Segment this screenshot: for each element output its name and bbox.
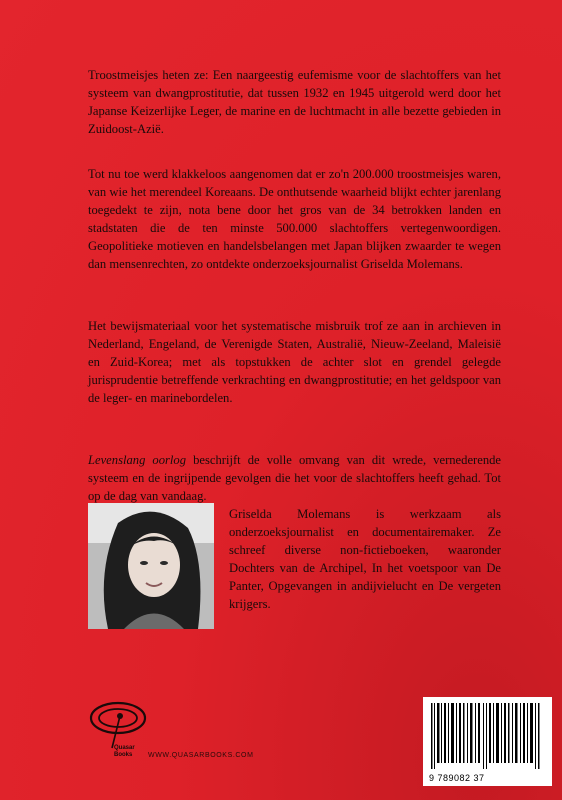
logo-text-line2: Books (114, 752, 133, 758)
author-bio: Griselda Molemans is werkzaam als onderzoeksjournalist en documentairemaker. Ze schreef diverse non-fictieboeken, waaronder Dochters van de Archipel, In het voetspoor van De Panter, Opgevangen in andijvielucht en De vergeten krijgers. (229, 507, 501, 611)
author-photo (88, 503, 214, 629)
paragraph-4: Levenslang oorlog beschrijft de volle omvang van dit wrede, vernederende systeem en de ingrijpende gevolgen die het voor de slachtoffers heeft gehad. Tot op de dag van vandaag. (88, 453, 502, 503)
paragraph-1: Troostmeisjes heten ze: Een naargeestig eufemisme voor de slachtoffers van het systeem van dwangprostitutie, dat tussen 1932 en 1945 uitgerold werd door het Japanse Keizerlijke Leger, de marine en de luchtmacht in alle bezette gebieden in Zuidoost-Azië. (88, 68, 501, 136)
isbn-number: 9 789082 37 (429, 773, 485, 783)
paragraph-2: Tot nu toe werd klakkeloos aangenomen dat er zo'n 200.000 troostmeisjes waren, van wie het merendeel Koreaans. De onthutsende waarheid blijkt echter jarenlang toegedekt te zijn, nota bene door het gros van de 34 betrokken landen en stadstaten die de ten minste 500.000 slachtoffers vertegenwoordigen. Geopolitieke motieven en handelsbelangen met Japan blijken zwaarder te wegen dan mensenrechten, zo ontdekte onderzoeksjournalist Griselda Molemans. (88, 167, 501, 271)
publisher-logo (86, 692, 150, 758)
book-title: Levenslang oorlog (88, 453, 187, 467)
isbn-barcode (423, 697, 552, 786)
paragraph-3: Het bewijsmateriaal voor het systematische misbruik trof ze aan in archieven in Nederland, Engeland, de Verenigde Staten, Australië, Nieuw-Zeeland, Maleisië en Zuid-Korea; met als topstukken de achter slot en grendel gelegde jurisprudentie betreffende verkrachting en dwangprostitutie; en het geldspoor van de leger- en marinebordelen. (88, 319, 501, 405)
publisher-url: WWW.QUASARBOOKS.COM (148, 752, 254, 759)
barcode-bars (423, 697, 552, 771)
logo-text-line1: Quasar (114, 745, 135, 751)
